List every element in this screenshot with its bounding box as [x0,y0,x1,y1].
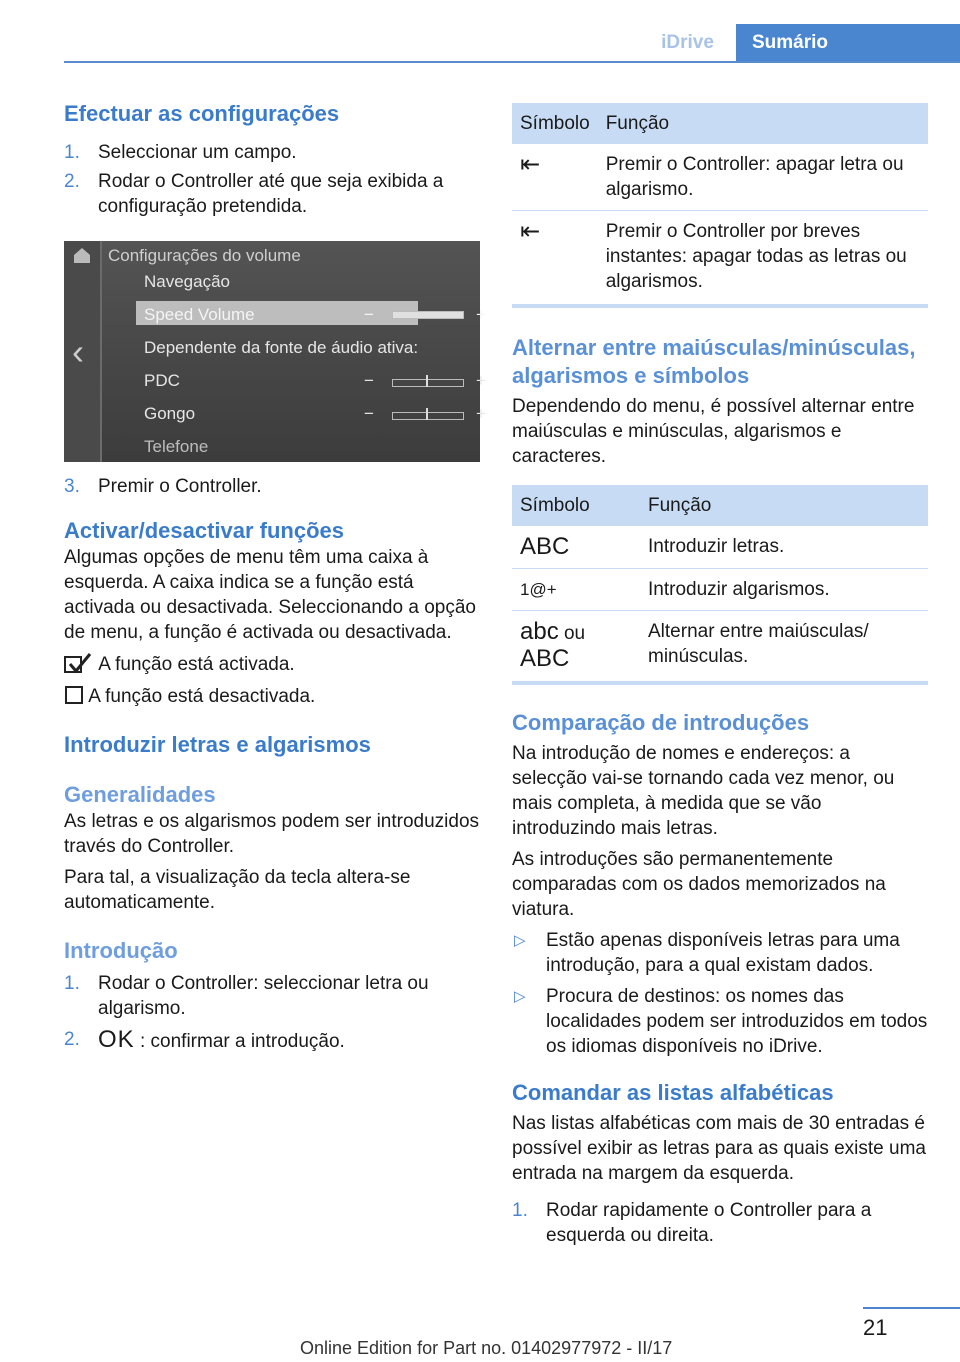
uppercase-abc-icon: ABC [520,645,570,672]
volume-settings-screenshot [64,241,486,462]
plus-icon: + [476,371,486,390]
heading-introducao: Introdução [64,938,178,963]
checkbox-active-line [64,652,480,677]
table-row [512,569,928,611]
list-item [512,984,928,1059]
heading-introduzir-letras: Introduzir letras e algarismos [64,732,371,757]
step-text: Rodar o Controller: seleccionar letra ou algarismo. [98,973,429,1019]
heading-generalidades: Generalidades [64,782,216,807]
paragraph: Dependendo do menu, é possível alternar entre maiúsculas e minúsculas, algarismos e caracteres. [512,396,915,467]
screen-row: Navegação [144,272,231,291]
checkbox-checked-icon [64,652,94,674]
tab-idrive[interactable]: iDrive [661,32,714,53]
table-row [512,526,928,569]
table-header: Função [640,485,928,526]
bullet-triangle-icon: ▷ [514,932,526,949]
checkbox-inactive-text: A função está desactivada. [88,686,316,707]
screen-row-label: Gongo [144,404,196,423]
checkbox-active-text: A função está activada. [98,654,295,675]
steps-list [64,474,480,499]
table-row [512,211,928,307]
list-item [64,971,480,1021]
table-header: Função [598,103,928,144]
plus-icon: + [476,305,486,324]
table-header-row [512,103,928,144]
paragraph: As introduções são permanentemente comparadas com os dados memorizados na viatura. [512,849,886,920]
step-number: 1. [64,973,80,994]
screen-sidebar [64,241,102,462]
bullet-list [512,928,928,1059]
paragraph: Para tal, a visualização da tecla altera-se automaticamente. [64,867,411,913]
lowercase-abc-icon: abc [520,618,559,645]
step-text: Seleccionar um campo. [98,142,297,163]
list-item [512,928,928,978]
steps-list [512,1198,928,1248]
table-header: Símbolo [512,485,640,526]
step-number: 1. [512,1200,528,1221]
list-item [512,1198,928,1248]
table-header: Símbolo [512,103,598,144]
table-cell: Premir o Controller por breves instantes: apagar todas as letras ou algarismos. [598,211,928,307]
list-item [64,1027,480,1054]
table-row [512,144,928,211]
paragraph: As letras e os algarismos podem ser introduzidos través do Controller. [64,811,480,857]
screen-row-label: Speed Volume [144,305,255,324]
header-rule [64,61,960,63]
bullet-triangle-icon: ▷ [514,988,526,1005]
step-number: 2. [64,171,80,192]
table-cell: Introduzir letras. [640,526,928,569]
heading-activar-desactivar: Activar/desactivar funções [64,518,345,543]
backspace-icon: ⇤ [512,144,598,211]
heading-efectuar-configuracoes: Efectuar as configurações [64,101,340,126]
steps-list [64,971,480,1054]
right-column [512,103,928,1248]
screen-row: Dependente da fonte de áudio ativa: [144,338,419,357]
step-number: 1. [64,142,80,163]
keyboard-mode-table [512,485,928,685]
bullet-text: Estão apenas disponíveis letras para uma introdução, para a qual existam dados. [546,930,900,976]
heading-comandar-listas: Comandar as listas alfabéticas [512,1080,834,1105]
minus-icon: − [364,305,374,324]
footer-edition: Online Edition for Part no. 01402977972 - II/17 [300,1338,673,1358]
paragraph: Na introdução de nomes e endereços: a selecção vai-se tornando cada vez menor, ou mais completa, à medida que se vão introduzindo mais letras. [512,743,895,839]
minus-icon: − [364,371,374,390]
slider-bar [392,412,464,420]
back-chevron-icon: ‹ [72,331,84,372]
screen-row [144,368,484,393]
slider-bar [392,379,464,387]
volume-bar [392,311,464,319]
page-number: 21 [863,1315,888,1340]
numbers-symbols-icon: 1@+ [512,569,640,611]
heading-comparacao: Comparação de introduções [512,710,810,735]
paragraph: Algumas opções de menu têm uma caixa à esquerda. A caixa indica se a função está activada ou desactivada. Seleccionando a opção de menu, a função é activada ou desactivada. [64,547,476,643]
bullet-text: Procura de destinos: os nomes das localidades podem ser introduzidos em todos os idiomas disponíveis no iDrive. [546,986,928,1057]
table-header-row [512,485,928,526]
step-text: Rodar rapidamente o Controller para a esquerda ou direita. [546,1200,872,1246]
step-number: 2. [64,1029,80,1050]
paragraph: Nas listas alfabéticas com mais de 30 entradas é possível exibir as letras para as quais existe uma entrada na margem da esquerda. [512,1113,926,1184]
backspace-icon: ⇤ [512,211,598,307]
step-text: Premir o Controller. [98,476,262,497]
table-cell: Premir o Controller: apagar letra ou algarismo. [598,144,928,211]
home-icon [72,245,92,265]
uppercase-abc-icon: ABC [512,526,640,569]
table-cell-text: ou [563,623,586,644]
table-cell: Introduzir algarismos. [640,569,928,611]
tab-sumario[interactable]: Sumário [736,24,960,61]
list-item [64,140,480,165]
ok-icon: OK [98,1026,135,1053]
screen-row [144,401,484,426]
slider-tick [426,408,428,420]
table-cell [512,611,640,684]
step-text: Rodar o Controller até que seja exibida a configuração pretendida. [98,171,444,217]
footer-rule [863,1307,960,1309]
left-column [64,100,486,1054]
table-row [512,611,928,684]
step-number: 3. [64,476,80,497]
step-text: : confirmar a introdução. [139,1031,345,1052]
screen-row: Telefone [144,437,209,456]
heading-alternar: Alternar entre maiúsculas/minúsculas, algarismos e símbolos [512,335,916,388]
delete-symbols-table [512,103,928,308]
screen-title: Configurações do volume [108,246,301,265]
minus-icon: − [364,404,374,423]
checkbox-inactive-line [64,684,480,709]
table-cell: Alternar entre maiúsculas/ minúsculas. [640,611,928,684]
screen-row-label: PDC [144,371,180,390]
plus-icon: + [476,404,486,423]
checkbox-empty-icon [64,685,84,705]
list-item [64,474,480,499]
slider-tick [426,375,428,387]
steps-list [64,140,480,219]
list-item [64,169,480,219]
screen-row-selected [144,302,484,327]
